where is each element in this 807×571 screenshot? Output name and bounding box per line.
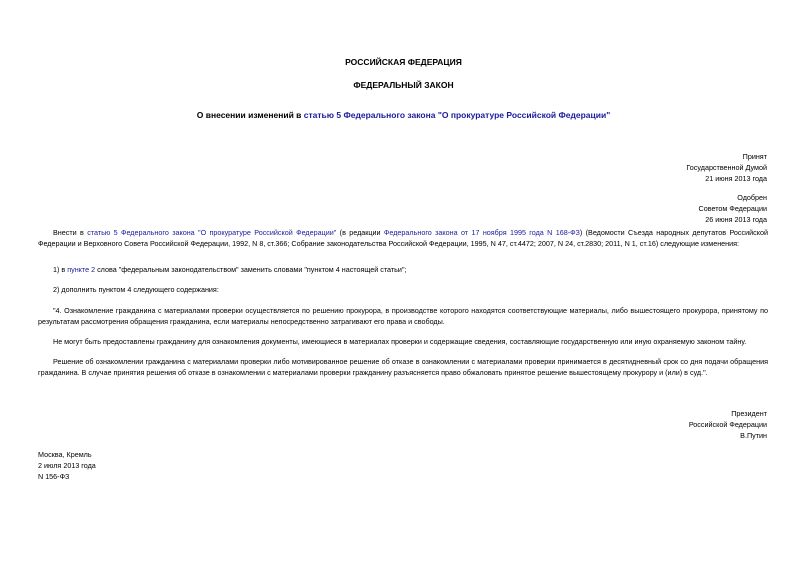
law-title bbox=[0, 110, 807, 121]
p2-text-b: слова "федеральным законодательством" заменить словами "пунктом 4 настоящей статьи"; bbox=[95, 265, 407, 274]
approved-line-1: Одобрен bbox=[737, 193, 767, 202]
approved-line-3: 26 июня 2013 года bbox=[705, 215, 767, 224]
law-title-prefix: О внесении изменений в bbox=[196, 110, 304, 120]
adopted-line-2: Государственной Думой bbox=[686, 163, 767, 172]
p1-text-a: Внести в bbox=[53, 228, 88, 237]
doc-type-heading: ФЕДЕРАЛЬНЫЙ ЗАКОН bbox=[353, 80, 454, 90]
paragraph-secrecy: Не могут быть предоставлены гражданину для ознакомления документы, имеющиеся в материалах проверки и содержащие сведения, составляющие государственную или иную охраняемую законом тайну. bbox=[53, 337, 747, 346]
footer-number: N 156-ФЗ bbox=[38, 472, 70, 481]
approved-line-2: Советом Федерации bbox=[698, 204, 767, 213]
law-title-link[interactable]: статью 5 Федерального закона "О прокуратуре Российской Федерации" bbox=[303, 110, 611, 120]
country-heading: РОССИЙСКАЯ ФЕДЕРАЦИЯ bbox=[345, 57, 462, 67]
footer-date: 2 июля 2013 года bbox=[38, 461, 96, 470]
paragraph-decision: Решение об ознакомлении гражданина с материалами проверки либо мотивированное решение об отказе в ознакомлении с материалами проверки принимается в десятидневный срок со дня подачи обращения гражданина. В случае принятия решения об отказе в ознакомлении с материалами проверки гражданину разъясняется право обжаловать принятое решение вышестоящему прокурору и (или) в суд.". bbox=[38, 357, 768, 377]
paragraph-item-2: 2) дополнить пунктом 4 следующего содержания: bbox=[53, 285, 219, 294]
signature-line-1: Президент bbox=[731, 409, 767, 418]
paragraph-amendments-intro bbox=[38, 227, 768, 249]
p2-text-a: 1) в bbox=[53, 265, 68, 274]
signature-block bbox=[689, 408, 767, 441]
adopted-line-3: 21 июня 2013 года bbox=[705, 174, 767, 183]
signature-line-3: В.Путин bbox=[740, 431, 767, 440]
footer-place: Москва, Кремль bbox=[38, 450, 92, 459]
footer-block bbox=[38, 449, 96, 482]
adopted-block bbox=[686, 151, 767, 184]
article-5-link[interactable]: статью 5 Федерального закона "О прокуратуре Российской Федерации" bbox=[87, 228, 337, 237]
federal-law-168-link[interactable]: Федерального закона от 17 ноября 1995 года N 168-ФЗ bbox=[383, 228, 580, 237]
p1-text-c: ) (Ведомости Съезда народных депутатов Российской Федерации и Верховного Совета Российской Федерации, 1992, N 8, ст.366; Собрание законодательства Российской Федерации, 1995, N 47, ст.4472; 2007, N 24, ст.2830; 2011, N 1, ст.16) следующие изменения: bbox=[38, 228, 768, 248]
adopted-line-1: Принят bbox=[742, 152, 767, 161]
approved-block bbox=[699, 192, 767, 225]
clause-2-link[interactable]: пункте 2 bbox=[67, 265, 96, 274]
paragraph-clause-4: "4. Ознакомление гражданина с материалами проверки осуществляется по решению прокурора, в производстве которого находятся соответствующие материалы, либо вышестоящего прокурора, принятому по результатам рассмотрения обращения гражданина, если материалы непосредственно затрагивают его права и свободы. bbox=[38, 306, 768, 326]
signature-line-2: Российской Федерации bbox=[688, 420, 767, 429]
p1-text-b: (в редакции bbox=[336, 228, 384, 237]
paragraph-item-1 bbox=[38, 264, 768, 275]
